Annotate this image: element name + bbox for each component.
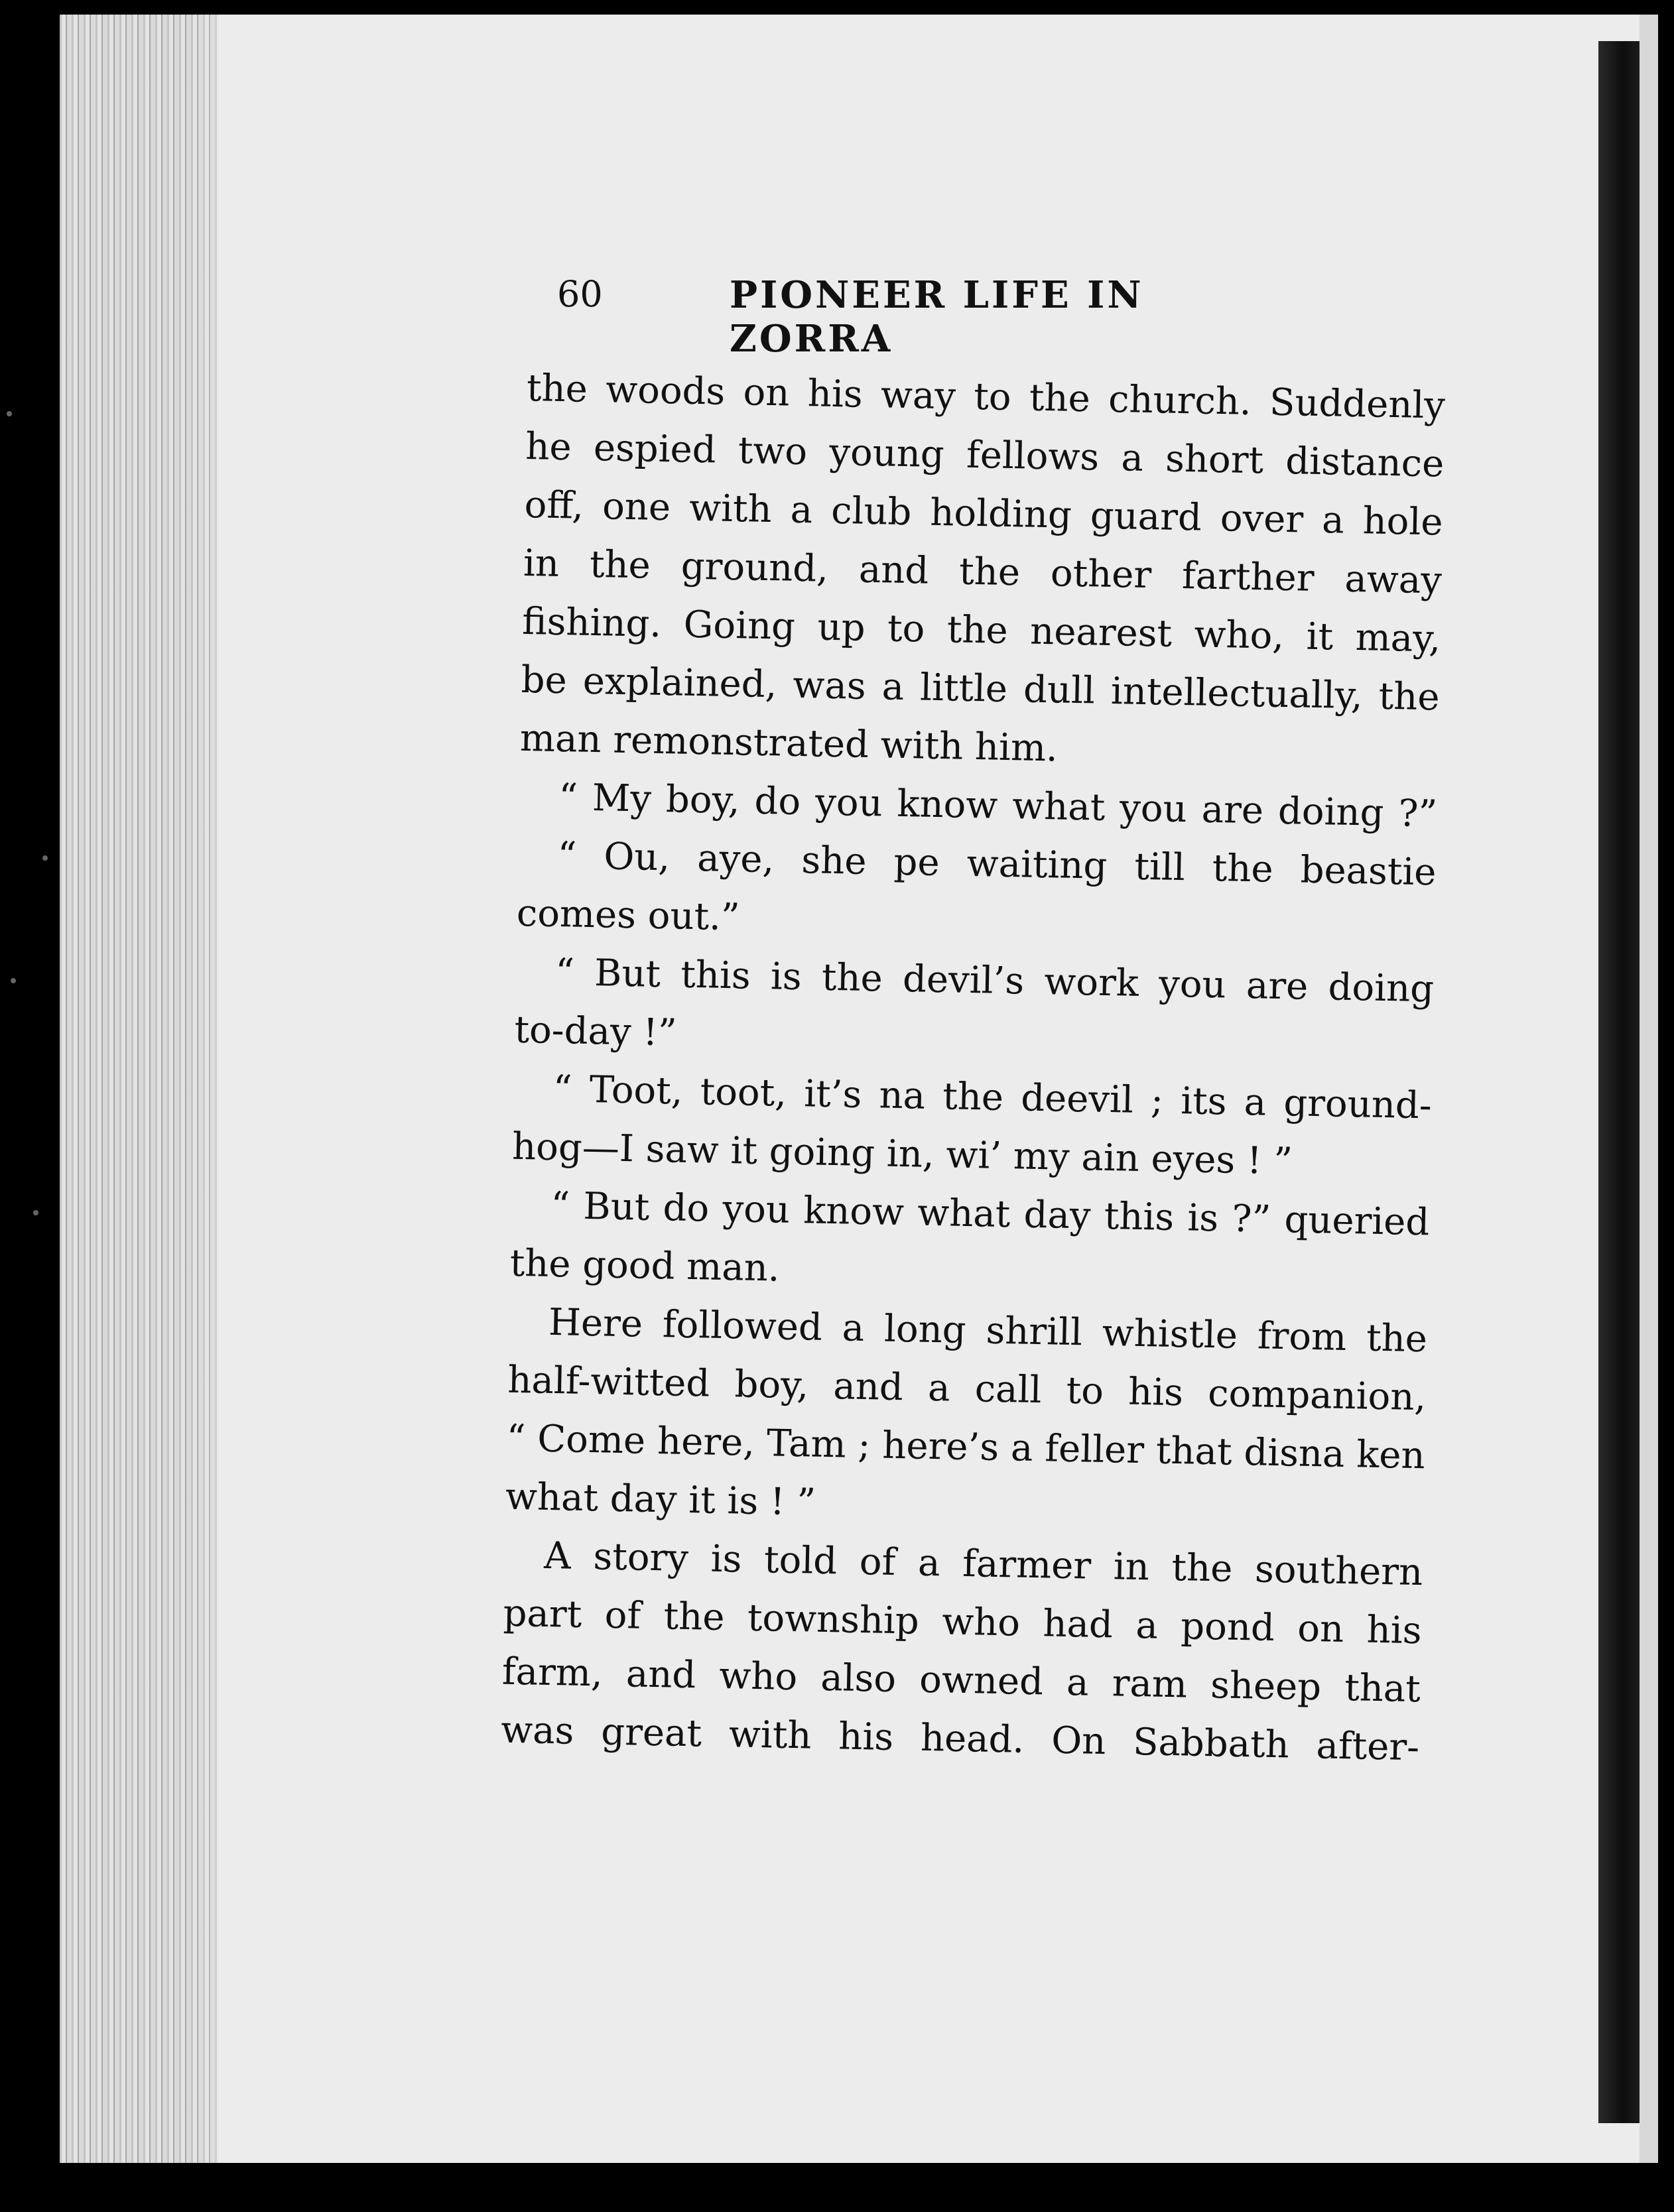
text-line: “ Ou, aye, she pe waiting till the beastie — [557, 834, 1437, 894]
text-line: man remonstrated with him. — [519, 716, 1059, 770]
body-text — [500, 359, 1445, 1777]
binding-edge — [1640, 15, 1658, 2163]
text-line: “ My boy, do you know what you are doing ?” — [558, 776, 1438, 836]
text-line: off, one with a club holding guard over a hole — [524, 483, 1444, 544]
book-binding — [1598, 41, 1640, 2123]
scan-speck — [33, 1210, 38, 1215]
text-line: to-day !” — [513, 1008, 678, 1055]
book-page — [60, 15, 1658, 2163]
text-line: “ But do you know what day this is ?” queried — [550, 1184, 1430, 1245]
text-line: the woods on his way to the church. Suddenly — [526, 366, 1446, 428]
text-line: part of the township who had a pond on his — [503, 1591, 1423, 1653]
scan-speck — [42, 855, 48, 861]
page-number: 60 — [557, 273, 603, 315]
text-line: what day it is ! ” — [505, 1475, 816, 1524]
scan-speck — [11, 978, 16, 983]
text-line: comes out.” — [516, 891, 741, 940]
text-line: be explained, was a little dull intellectually, the — [521, 658, 1441, 719]
page-edges-fade — [192, 15, 272, 2163]
text-line: was great with his head. On Sabbath after- — [500, 1708, 1420, 1770]
running-title: PIONEER LIFE IN ZORRA — [730, 273, 1144, 361]
running-head — [557, 273, 1293, 361]
text-line: Here followed a long shrill whistle from the — [548, 1300, 1428, 1361]
text-line: half-witted boy, and a call to his companion, — [507, 1358, 1427, 1420]
text-line: “ Come here, Tam ; here’s a feller that disna ken — [506, 1416, 1426, 1478]
text-line: hog—I saw it going in, wi’ my ain eyes ! ” — [511, 1125, 1293, 1184]
scan-speck — [7, 411, 12, 416]
text-line: he espied two young fellows a short distance — [525, 424, 1445, 486]
text-line: A story is told of a farmer in the southern — [543, 1534, 1423, 1595]
text-line: fishing. Going up to the nearest who, it may, — [521, 599, 1441, 661]
text-line: “ But this is the devil’s work you are doing — [554, 950, 1435, 1011]
text-line: the good man. — [509, 1241, 781, 1290]
text-line: farm, and who also owned a ram sheep that — [501, 1650, 1421, 1711]
text-line: in the ground, and the other farther away — [523, 541, 1443, 603]
text-line: “ Toot, toot, it’s na the deevil ; its a ground- — [552, 1067, 1433, 1128]
